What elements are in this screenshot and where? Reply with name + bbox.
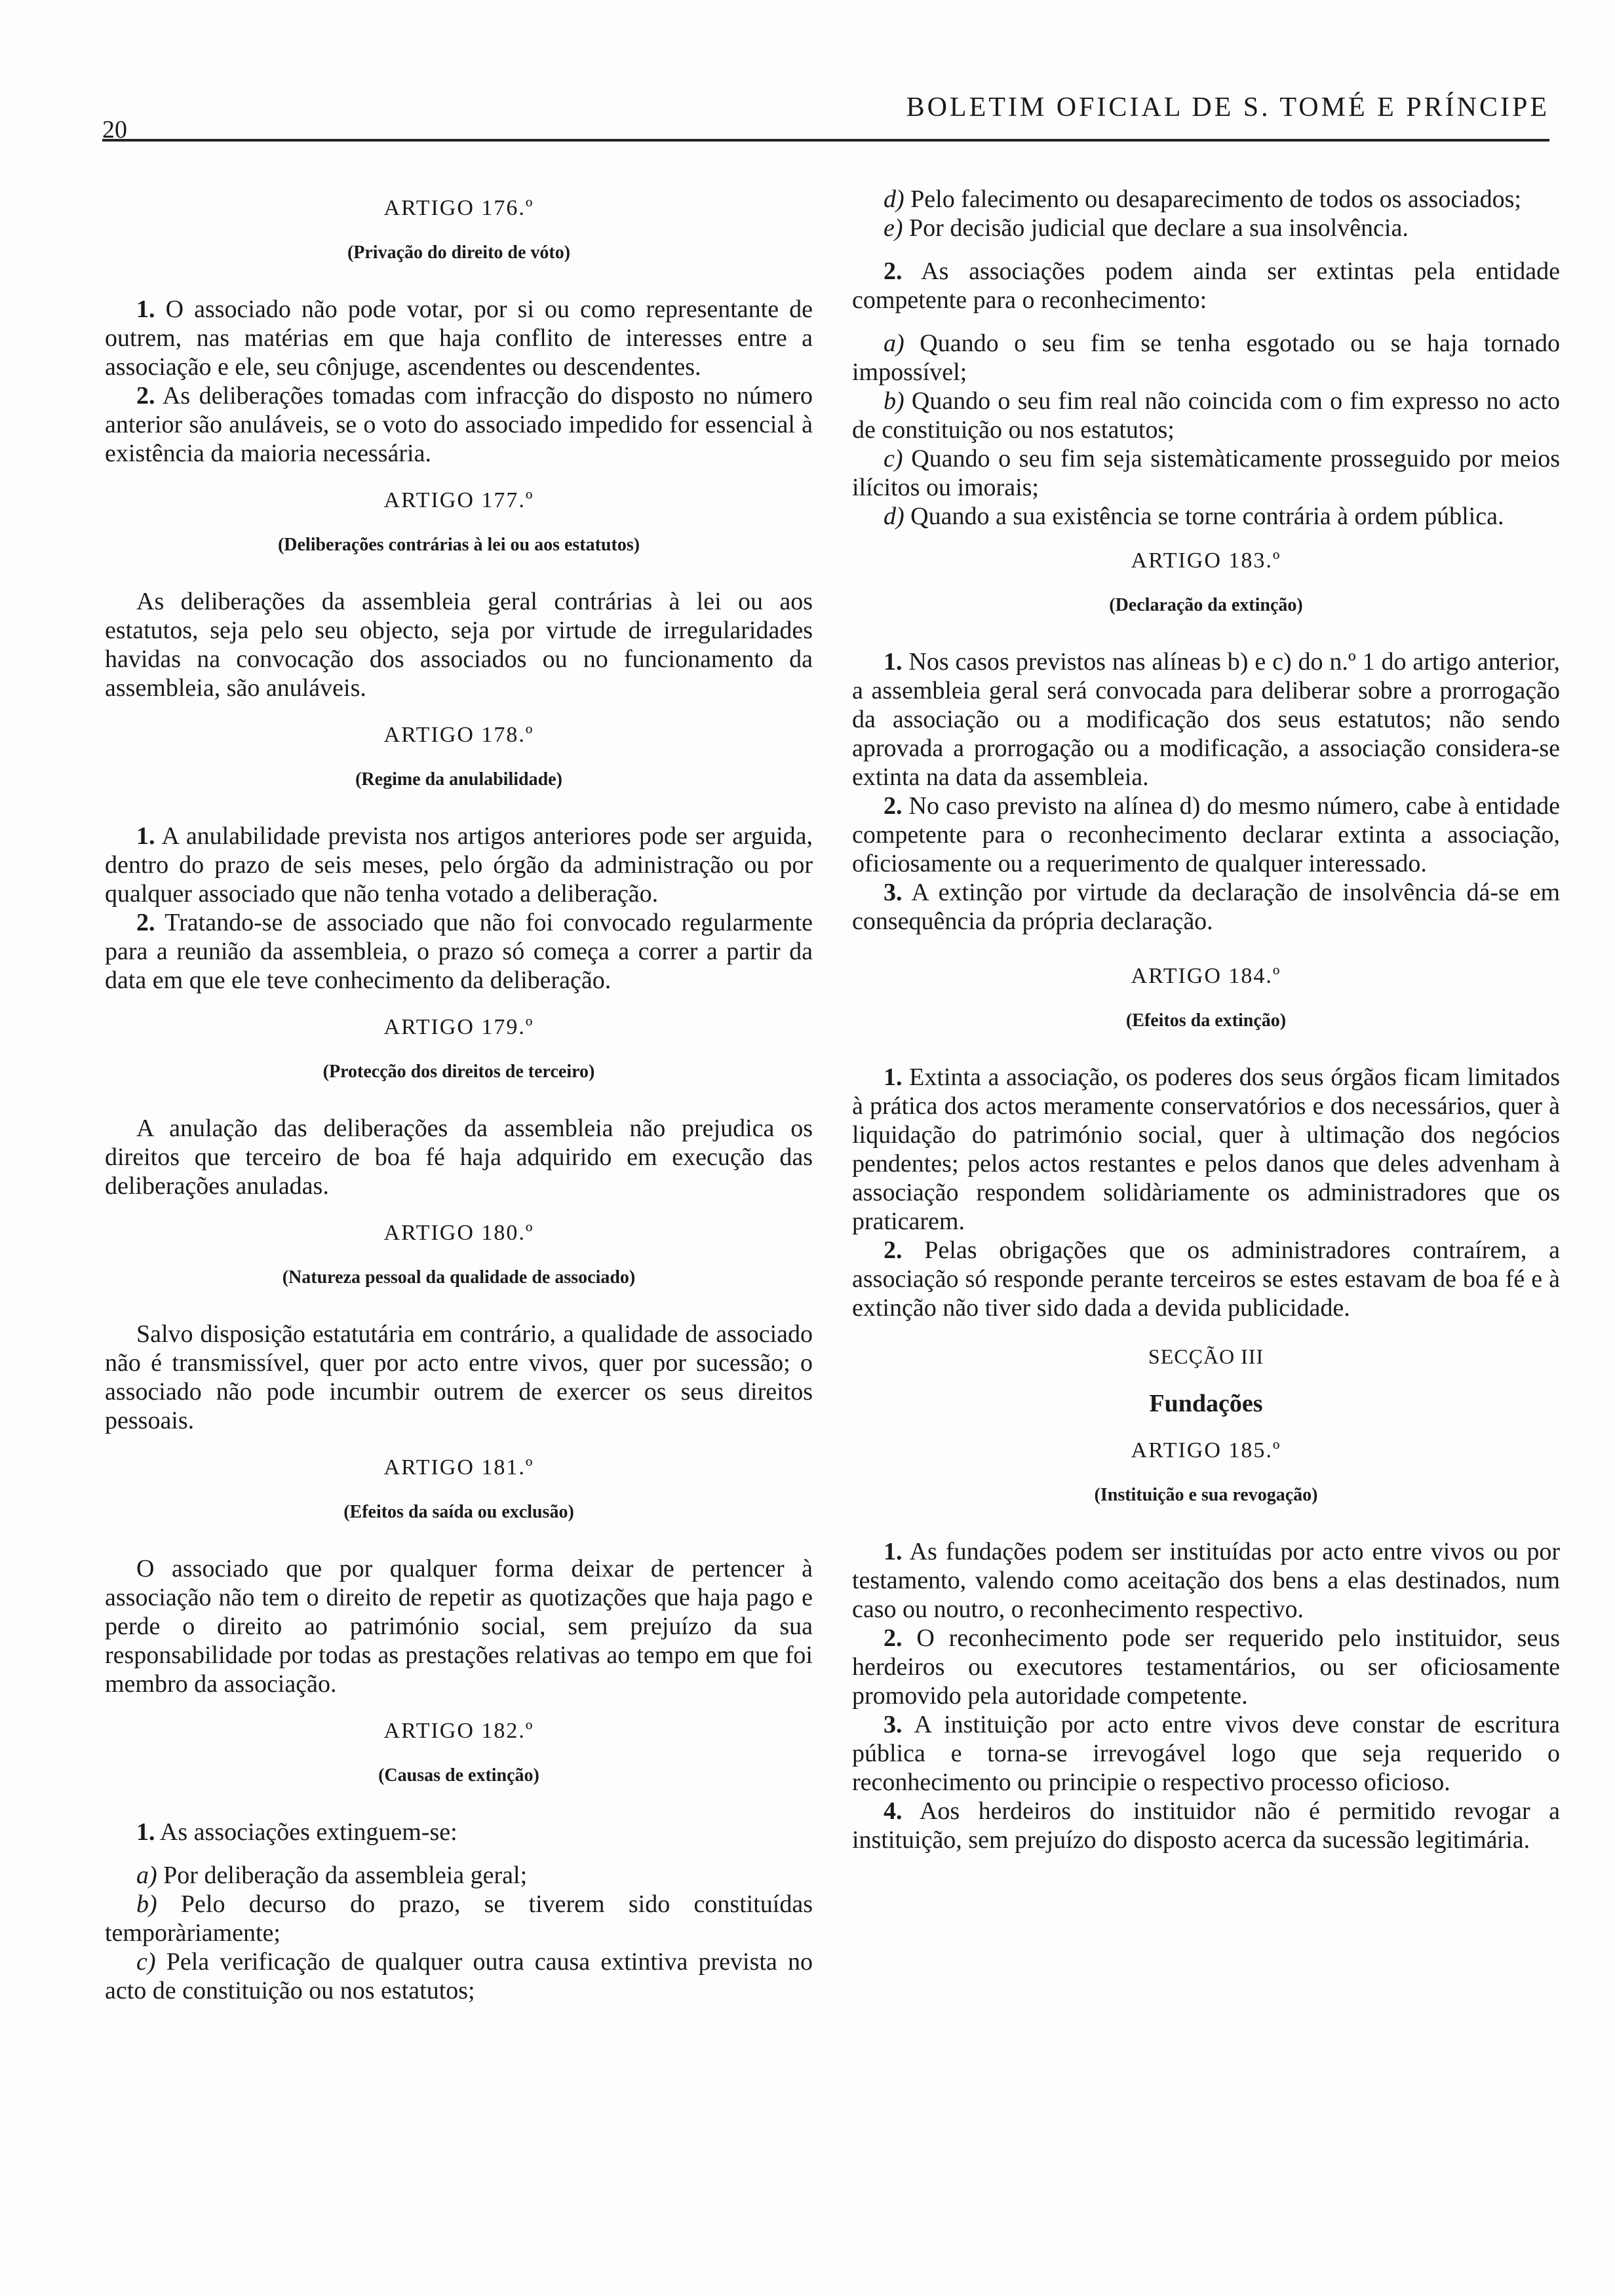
section-title: Fundações [1149,1390,1263,1417]
paragraph: 1. O associado não pode votar, por si ou como representante de outrem, nas matérias em que haja conflito de interesses entre a associação e ele, seu cônjuge, ascendentes ou descendentes. [105,296,813,381]
paragraph: 4. Aos herdeiros do instituidor não é permitido revogar a instituição, sem prejuízo do disposto acerca da sucessão legitimária. [852,1797,1560,1854]
article-caption: (Efeitos da saída ou exclusão) [343,1502,574,1522]
right-column [852,185,1560,1854]
list-item: c) Quando o seu fim seja sistemàticamente prosseguido por meios ilícitos ou imorais; [852,445,1560,501]
running-header: BOLETIM OFICIAL DE S. TOMÉ E PRÍNCIPE [906,92,1549,123]
paragraph: A anulação das deliberações da assembleia não prejudica os direitos que terceiro de boa fé haja adquirido em execução das deliberações anuladas. [105,1115,813,1200]
list-item: b) Quando o seu fim real não coincida com o fim expresso no acto de constituição ou nos estatutos; [852,387,1560,444]
paragraph: 1. Nos casos previstos nas alíneas b) e c) do n.º 1 do artigo anterior, a assembleia geral será convocada para deliberar sobre a prorrogação da associação ou a modificação dos seus estatutos; não sendo aprovada a prorrogação ou a modificação, a associação considera-se extinta na data da assembleia. [852,648,1560,791]
list-item: d) Quando a sua existência se torne contrária à ordem pública. [884,503,1504,530]
paragraph: 1. As fundações podem ser instituídas por acto entre vivos ou por testamento, valendo como aceitação dos bens a elas destinados, num caso ou noutro, o reconhecimento respectivo. [852,1538,1561,1623]
article-title: ARTIGO 183.º [1131,548,1281,573]
paragraph: O associado que por qualquer forma deixar de pertencer à associação não tem o direito de repetir as quotizações que haja pago e perde o direito ao património social, sem prejuízo da sua responsabilidade por todas as prestações relativas ao tempo em que foi membro da associação. [105,1555,813,1698]
paragraph: 2. As associações podem ainda ser extintas pela entidade competente para o reconhecimento: [852,258,1560,314]
article-caption: (Natureza pessoal da qualidade de associado) [282,1267,636,1288]
paragraph: 1. As associações extinguem-se: [136,1818,457,1846]
list-item: a) Quando o seu fim se tenha esgotado ou se haja tornado impossível; [852,330,1561,386]
article-caption: (Declaração da extinção) [1109,595,1303,615]
paragraph: 1. A anulabilidade prevista nos artigos anteriores pode ser arguida, dentro do prazo de seis meses, pelo órgão da administração ou por qualquer associado que não tenha votado a deliberação. [105,822,813,908]
paragraph: As deliberações da assembleia geral contrárias à lei ou aos estatutos, seja pelo seu objecto, seja por virtude de irregularidades havidas na convocação dos associados ou no funcionamento da assembleia, são anuláveis. [105,588,813,702]
list-item: e) Por decisão judicial que declare a sua insolvência. [884,214,1409,242]
paragraph: 2. Pelas obrigações que os administradores contraírem, a associação só responde perante terceiros se estes estavam de boa fé e à extinção não tiver sido dada a devida publicidade. [852,1236,1561,1322]
article-title: ARTIGO 178.º [383,723,534,747]
paragraph: 3. A extinção por virtude da declaração de insolvência dá-se em consequência da própria declaração. [852,879,1561,935]
header-rule [102,139,1549,142]
paragraph: Salvo disposição estatutária em contrário, a qualidade de associado não é transmissível, quer por acto entre vivos, quer por sucessão; o associado não pode incumbir outrem de exercer os seus direitos pessoais. [105,1320,813,1434]
article-title: ARTIGO 176.º [383,196,534,220]
list-item: d) Pelo falecimento ou desaparecimento de todos os associados; [884,185,1521,213]
paragraph: 2. Tratando-se de associado que não foi convocado regularmente para a reunião da assembleia, o prazo só começa a correr a partir da data em que ele teve conhecimento da deliberação. [105,909,813,994]
article-title: ARTIGO 179.º [383,1015,534,1039]
article-caption: (Instituição e sua revogação) [1094,1485,1318,1505]
paragraph: 1. Extinta a associação, os poderes dos seus órgãos ficam limitados à prática dos actos meramente conservatórios e dos necessários, quer à liquidação do património social, quer à ultimação dos negócios pendentes; pelos actos restantes e pelos danos que deles advenham à associação respondem solidàriamente os administradores que os praticarem. [852,1063,1561,1235]
list-item: c) Pela verificação de qualquer outra causa extintiva prevista no acto de constituição ou nos estatutos; [105,1948,813,2004]
list-item: a) Por deliberação da assembleia geral; [136,1862,528,1889]
paragraph: 2. O reconhecimento pode ser requerido pelo instituidor, seus herdeiros ou executores testamentários, ou ser oficiosamente promovido pela autoridade competente. [852,1624,1561,1710]
article-caption: (Causas de extinção) [378,1765,539,1786]
article-caption: (Deliberações contrárias à lei ou aos estatutos) [277,535,640,555]
article-title: ARTIGO 181.º [383,1455,534,1480]
article-caption: (Privação do direito de vóto) [347,242,571,263]
page-number: 20 [102,116,127,144]
article-title: ARTIGO 177.º [383,488,534,512]
paragraph: 2. As deliberações tomadas com infracção do disposto no número anterior são anuláveis, se o voto do associado impedido for essencial à existência da maioria necessária. [105,382,813,467]
article-caption: (Protecção dos direitos de terceiro) [322,1062,595,1082]
article-caption: (Efeitos da extinção) [1125,1010,1287,1031]
article-title: ARTIGO 184.º [1131,964,1281,988]
article-caption: (Regime da anulabilidade) [355,769,562,790]
list-item: b) Pelo decurso do prazo, se tiverem sido constituídas temporàriamente; [105,1890,813,1947]
paragraph: 3. A instituição por acto entre vivos deve constar de escritura pública e torna-se irrevogável logo que seja requerido o reconhecimento ou principie o respectivo processo oficioso. [852,1711,1560,1796]
article-title: ARTIGO 182.º [383,1719,534,1743]
article-title: ARTIGO 185.º [1131,1438,1281,1463]
section-label: SECÇÃO III [1148,1345,1264,1368]
left-column [105,185,813,2005]
paragraph: 2. No caso previsto na alínea d) do mesmo número, cabe à entidade competente para o reconhecimento declarar extinta a associação, oficiosamente ou a requerimento de qualquer interessado. [852,792,1560,877]
article-title: ARTIGO 180.º [383,1221,534,1245]
